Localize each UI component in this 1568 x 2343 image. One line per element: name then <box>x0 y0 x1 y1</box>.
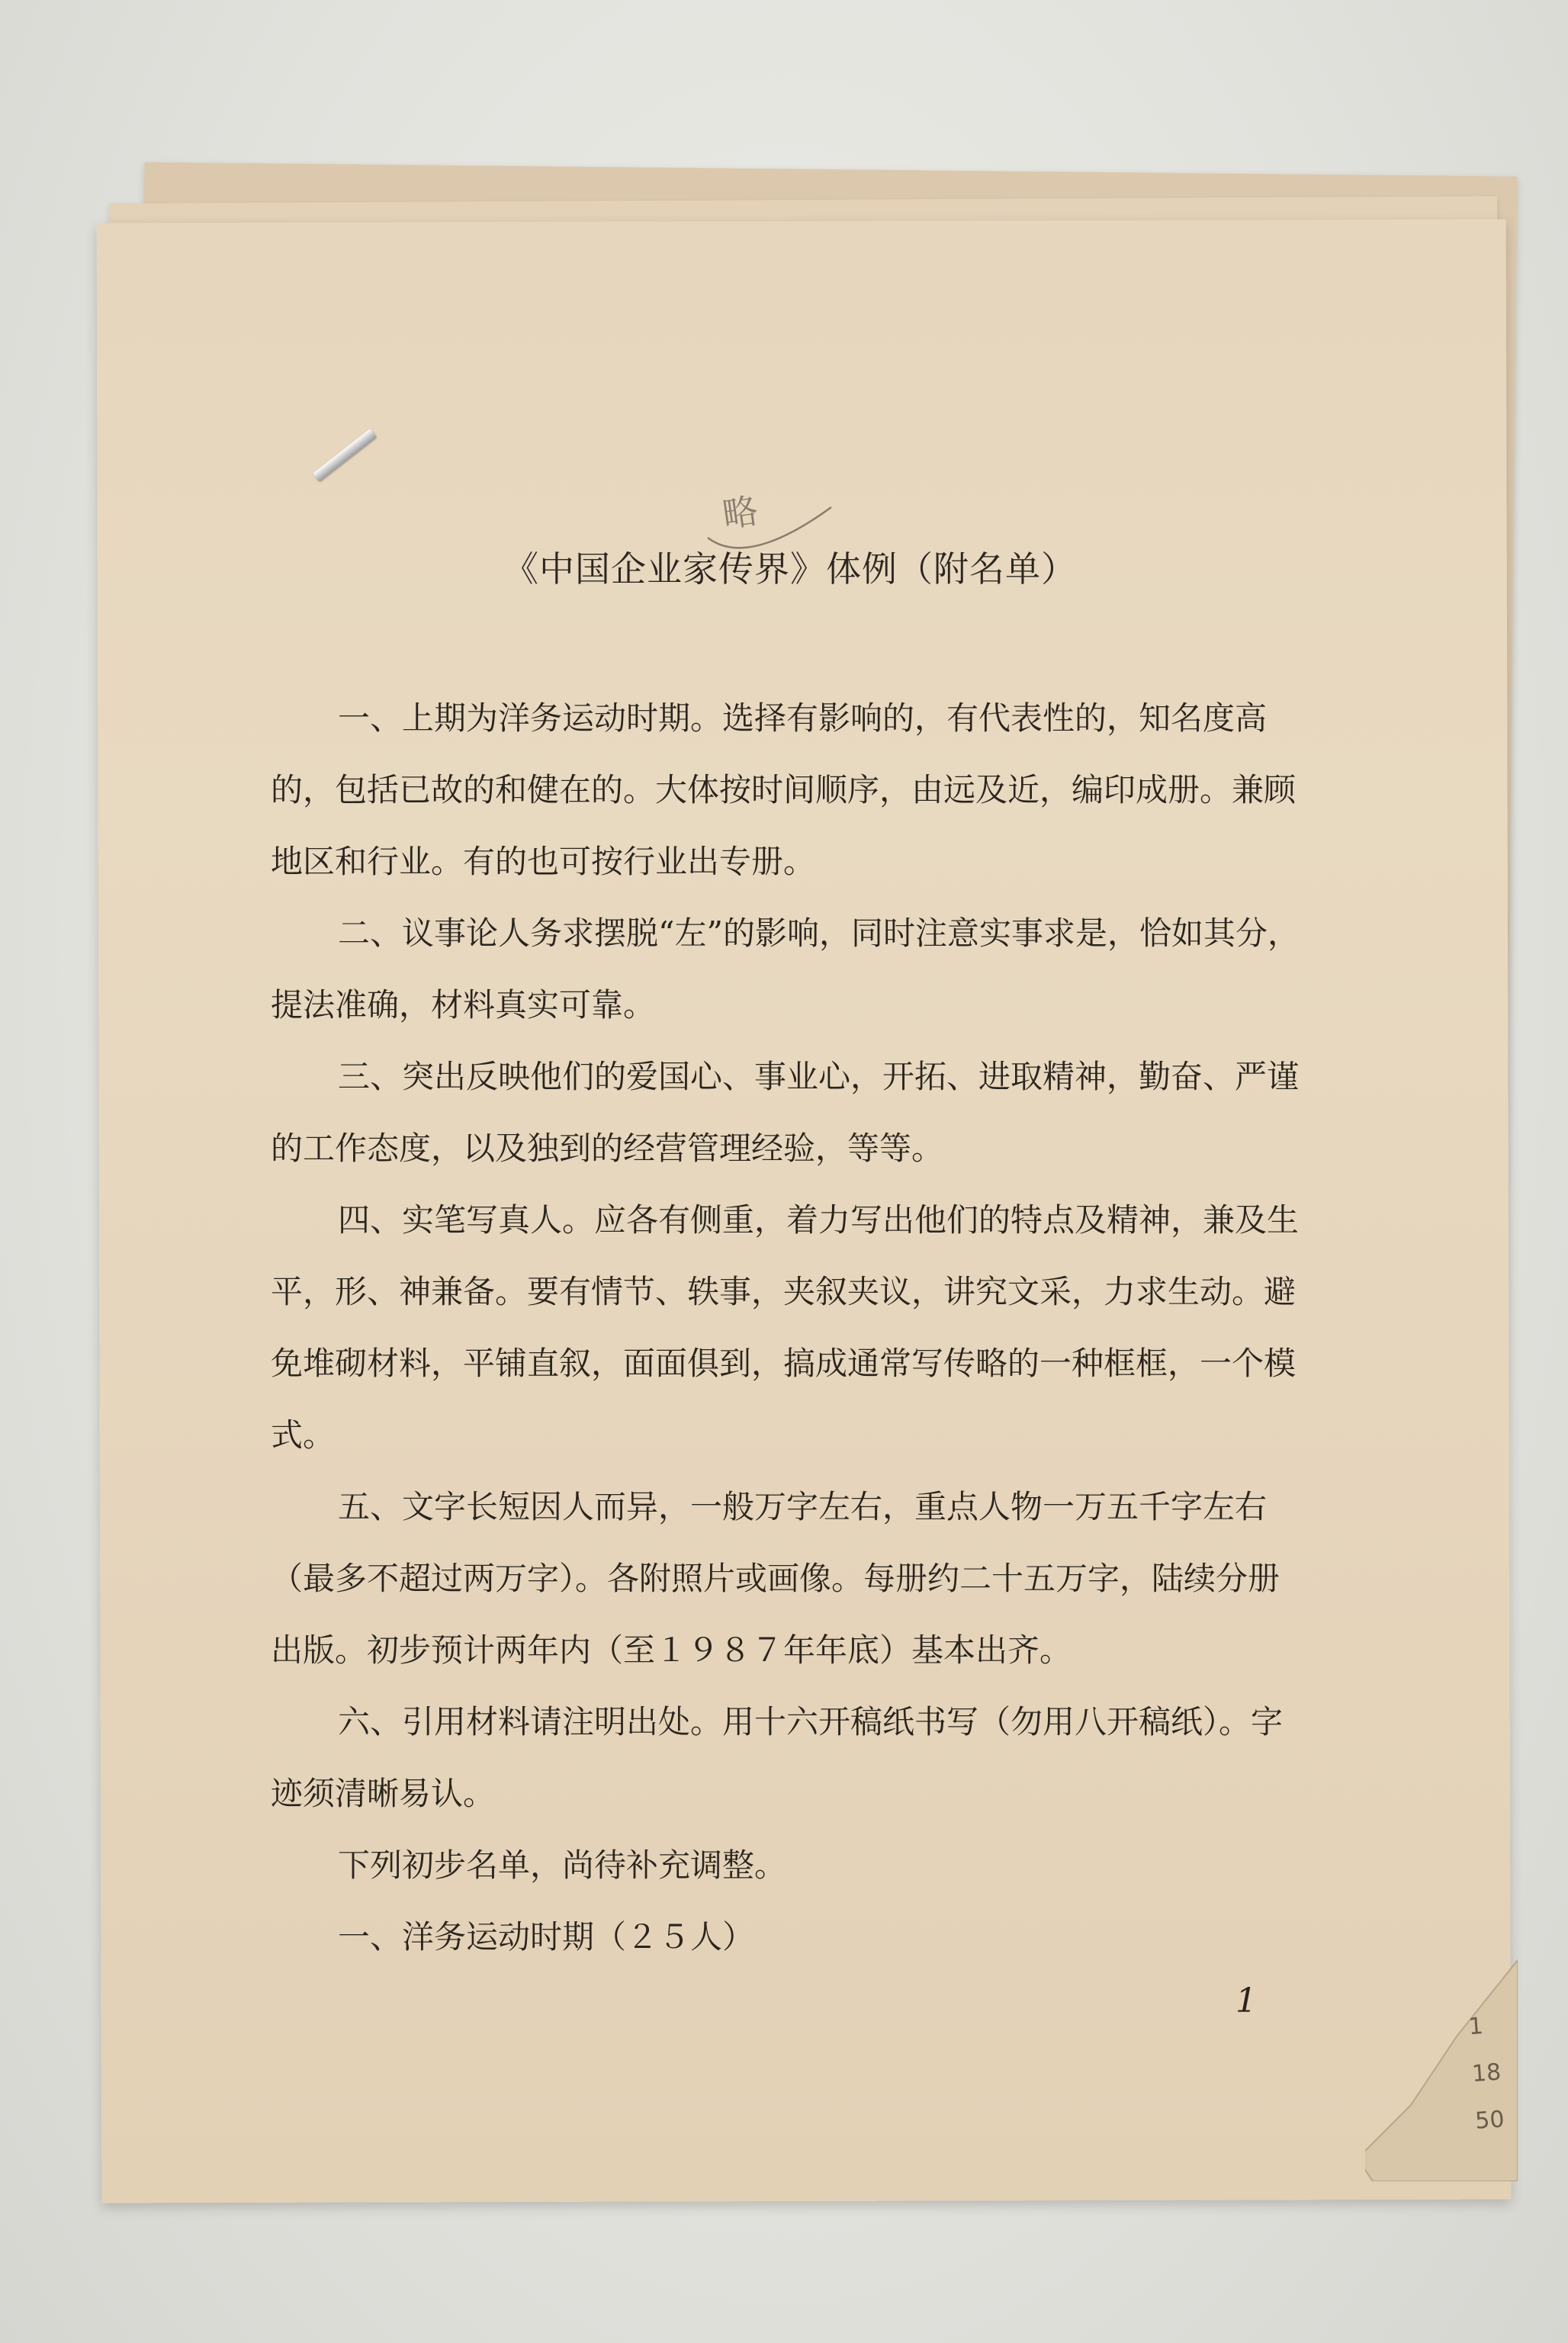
corner-handwritten-notes <box>1467 2001 1523 2145</box>
paragraph-5: 五、文字长短因人而异，一般万字左右，重点人物一万五千字左右（最多不超过两万字）。各附照片或画像。每册约二十五万字，陆续分册出版。初步预计两年内（至１９８７年年底）基本出齐。 <box>271 1488 1280 1669</box>
annotation-text: 略 <box>719 490 761 536</box>
list-heading: 一、洋务运动时期（２５人） <box>338 1918 755 1956</box>
document-body <box>271 683 1300 1973</box>
paragraph-1: 一、上期为洋务运动时期。选择有影响的，有代表性的，知名度高的，包括已故的和健在的。大体按时间顺序，由远及近，编印成册。兼顾地区和行业。有的也可按行业出专册。 <box>271 699 1296 880</box>
paragraph-6: 六、引用材料请注明出处。用十六开稿纸书写（勿用八开稿纸）。字迹须清晰易认。 <box>271 1703 1284 1812</box>
page-number: 1 <box>1235 1981 1257 2020</box>
paragraph-3: 三、突出反映他们的爱国心、事业心，开拓、进取精神，勤奋、严谨的工作态度，以及独到的经营管理经验，等等。 <box>271 1058 1300 1167</box>
list-intro: 下列初步名单，尚待补充调整。 <box>338 1846 787 1884</box>
paragraph-4: 四、实笔写真人。应各有侧重，着力写出他们的特点及精神，兼及生平，形、神兼备。要有情节、轶事，夹叙夹议，讲究文采，力求生动。避免堆砌材料，平铺直叙，面面俱到，搞成通常写传略的一种框框，一个模式。 <box>271 1201 1300 1454</box>
corner-note-3: 50 <box>1474 2106 1505 2135</box>
paragraph-2: 二、议事论人务求摆脱“左”的影响，同时注意实事求是，恰如其分，提法准确，材料真实可靠。 <box>271 914 1300 1024</box>
document-title: 《中国企业家传界》体例（附名单） <box>503 548 1077 590</box>
corner-note-1: 1 <box>1467 2012 1484 2041</box>
corner-note-2: 18 <box>1470 2059 1502 2088</box>
